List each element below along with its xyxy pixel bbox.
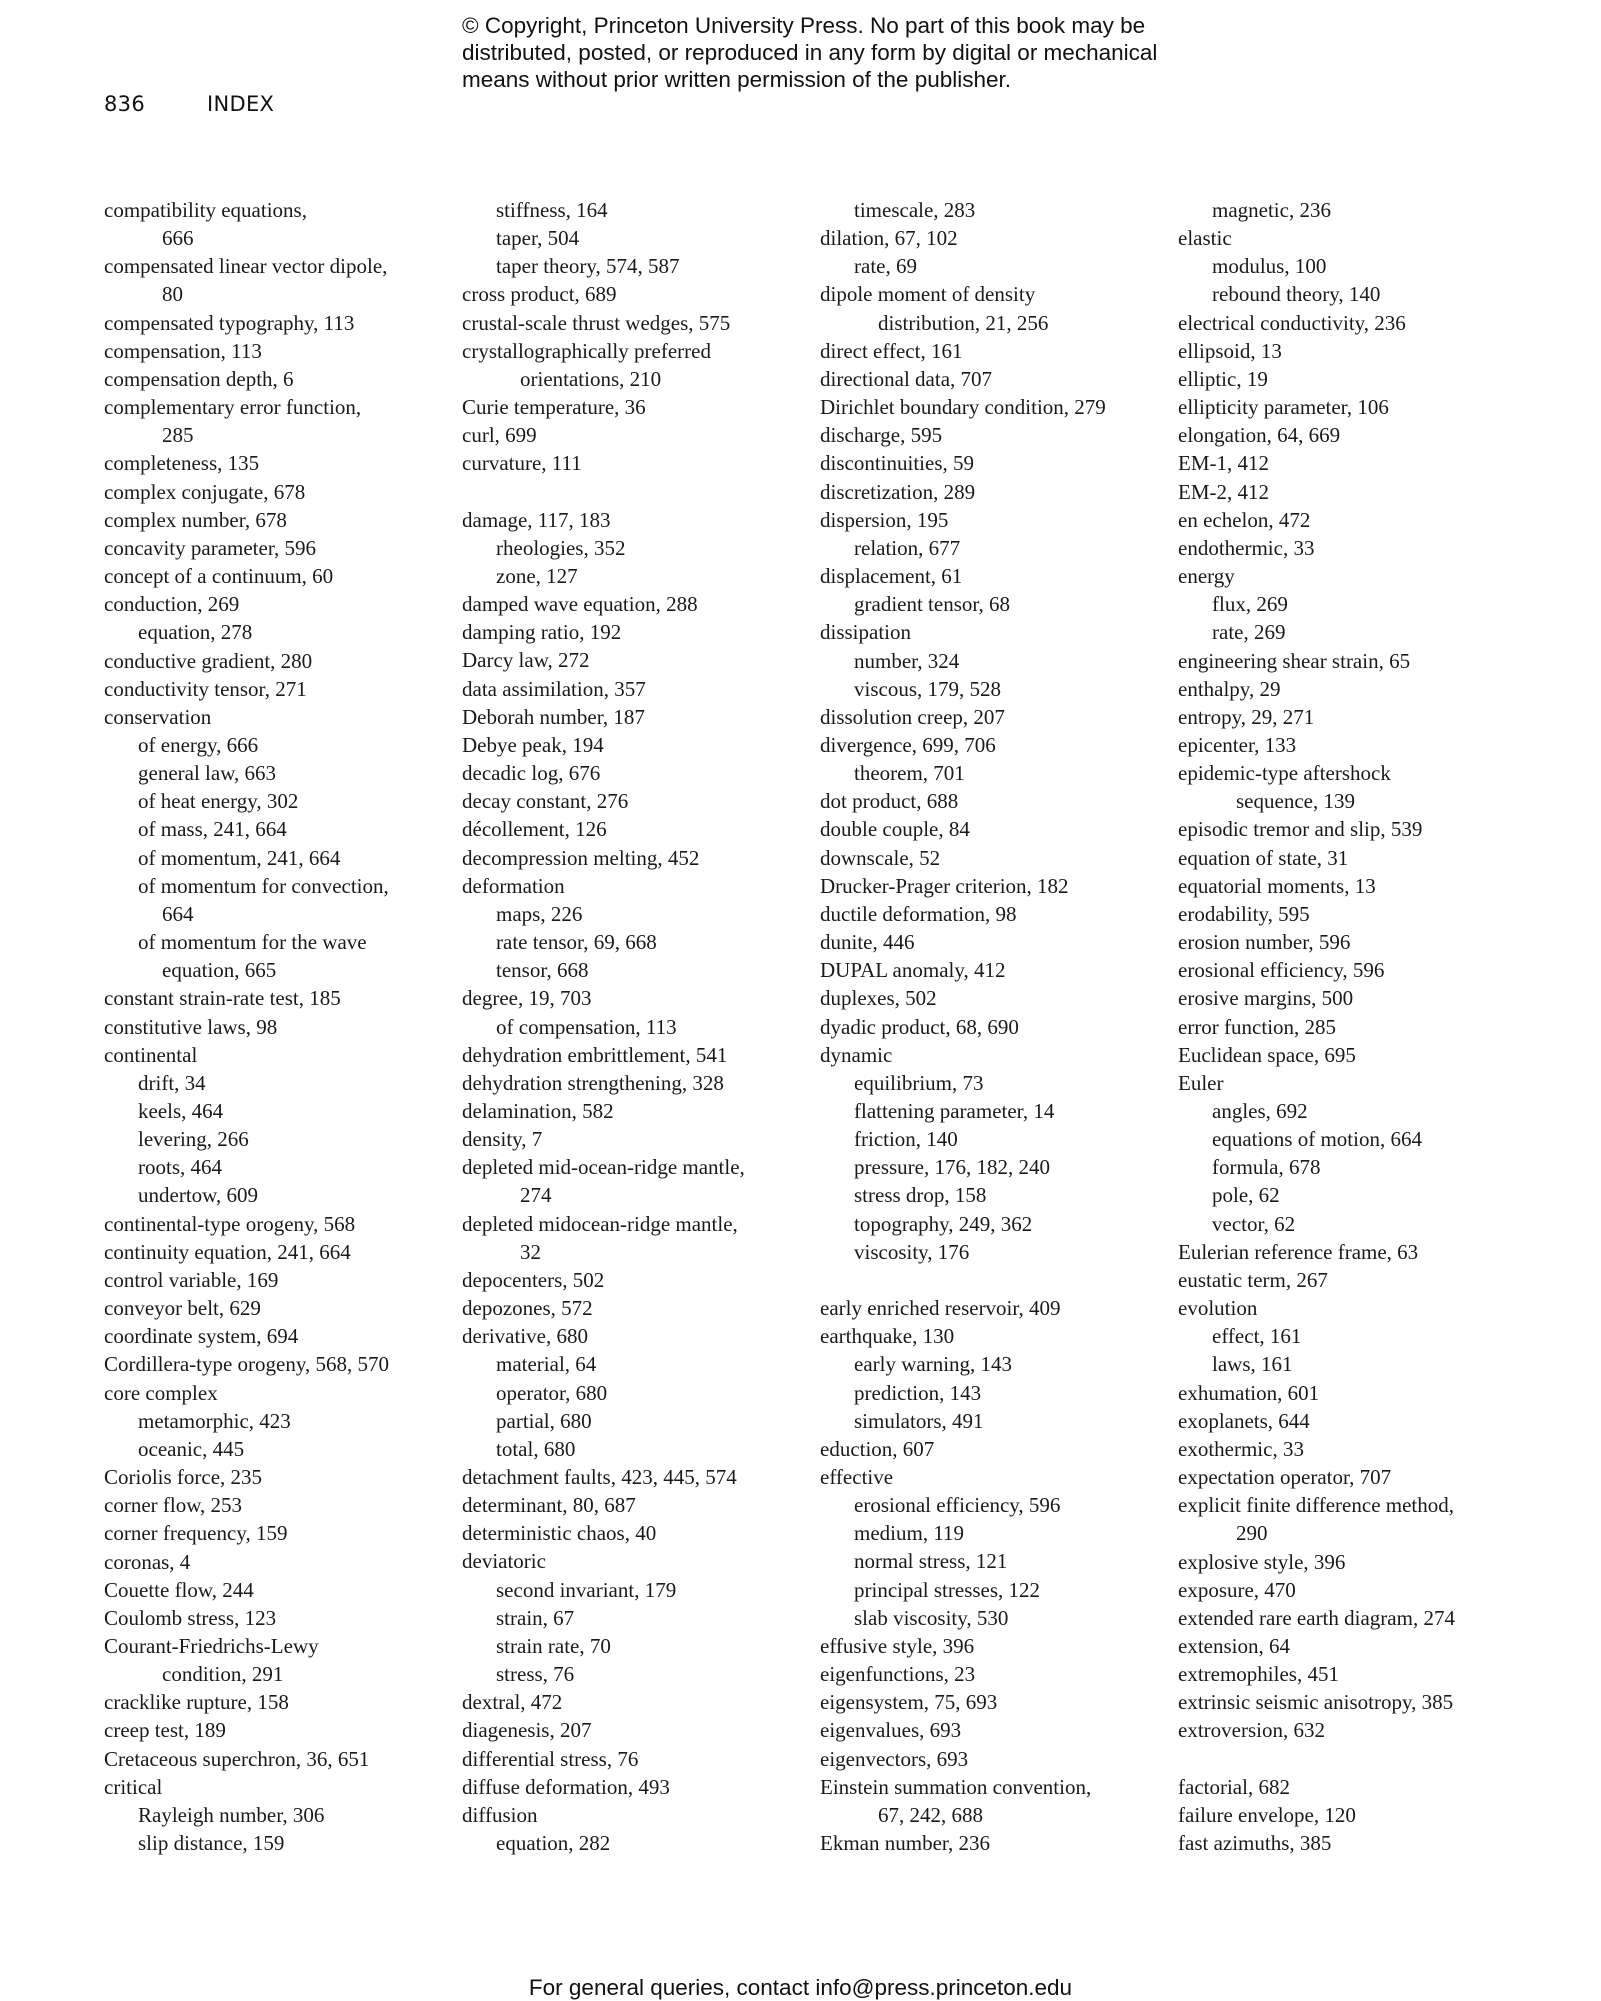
index-entry: crystallographically preferred	[462, 338, 711, 363]
index-subentry: zone, 127	[496, 564, 578, 589]
index-entry: deviatoric	[462, 1549, 546, 1574]
index-subentry: undertow, 609	[138, 1183, 258, 1208]
index-entry: concept of a continuum, 60	[104, 564, 334, 589]
index-entry: effusive style, 396	[820, 1633, 975, 1658]
index-continuation: sequence, 139	[1236, 789, 1355, 814]
index-entry: ductile deformation, 98	[820, 901, 1017, 926]
index-entry: cross product, 689	[462, 282, 617, 307]
index-column-3	[820, 196, 1170, 1857]
index-entry: Ekman number, 236	[820, 1831, 991, 1856]
index-subentry: tensor, 668	[496, 958, 589, 983]
index-entry: eduction, 607	[820, 1436, 935, 1461]
index-subentry: operator, 680	[496, 1380, 608, 1405]
index-entry: enthalpy, 29	[1178, 676, 1281, 701]
index-entry: concavity parameter, 596	[104, 535, 316, 560]
index-entry: epidemic-type aftershock	[1178, 761, 1391, 786]
index-subentry: rate, 69	[854, 254, 917, 279]
index-entry: diffusion	[462, 1802, 538, 1827]
index-entry: completeness, 135	[104, 451, 260, 476]
index-entry: error function, 285	[1178, 1014, 1337, 1039]
index-entry: factorial, 682	[1178, 1774, 1290, 1799]
index-entry: complex number, 678	[104, 507, 287, 532]
index-subentry: pole, 62	[1212, 1183, 1280, 1208]
index-subentry: strain, 67	[496, 1605, 575, 1630]
index-subentry: of momentum, 241, 664	[138, 845, 341, 870]
index-entry: Drucker-Prager criterion, 182	[820, 873, 1069, 898]
index-continuation: 32	[520, 1239, 541, 1264]
index-entry: erosive margins, 500	[1178, 986, 1354, 1011]
index-continuation: distribution, 21, 256	[878, 310, 1049, 335]
index-subentry: equilibrium, 73	[854, 1070, 984, 1095]
index-subentry: flux, 269	[1212, 592, 1288, 617]
copyright-notice	[462, 12, 1222, 93]
index-subentry: flattening parameter, 14	[854, 1099, 1055, 1123]
page-number: 836	[104, 92, 145, 116]
index-entry: coronas, 4	[104, 1549, 191, 1574]
index-entry: erosional efficiency, 596	[1178, 958, 1385, 983]
index-entry: dipole moment of density	[820, 282, 1036, 307]
index-entry: dissipation	[820, 620, 912, 645]
index-entry: effective	[820, 1465, 894, 1490]
index-entry: damped wave equation, 288	[462, 592, 698, 617]
index-entry: depleted mid-ocean-ridge mantle,	[462, 1155, 745, 1180]
index-entry: conveyor belt, 629	[104, 1296, 261, 1321]
index-entry: cracklike rupture, 158	[104, 1690, 289, 1715]
index-column-2	[462, 196, 812, 1857]
index-entry: density, 7	[462, 1127, 543, 1152]
index-entry: extrinsic seismic anisotropy, 385	[1178, 1690, 1454, 1715]
index-entry: differential stress, 76	[462, 1746, 639, 1771]
index-entry: creep test, 189	[104, 1718, 226, 1743]
index-entry: diffuse deformation, 493	[462, 1774, 670, 1799]
index-subentry: erosional efficiency, 596	[854, 1493, 1061, 1518]
index-entry: control variable, 169	[104, 1267, 279, 1292]
index-entry: diagenesis, 207	[462, 1718, 592, 1743]
index-entry: dot product, 688	[820, 789, 959, 814]
index-entry: curvature, 111	[462, 451, 582, 476]
index-subentry: Rayleigh number, 306	[138, 1802, 325, 1827]
index-entry: Einstein summation convention,	[820, 1774, 1092, 1799]
index-subentry: rebound theory, 140	[1212, 282, 1381, 307]
index-entry: Couette flow, 244	[104, 1577, 254, 1602]
index-entry: corner flow, 253	[104, 1493, 243, 1518]
index-entry: discretization, 289	[820, 479, 976, 504]
index-subentry: rate, 269	[1212, 620, 1286, 645]
index-subentry: stress drop, 158	[854, 1183, 987, 1208]
index-entry: extremophiles, 451	[1178, 1662, 1339, 1687]
index-subentry: theorem, 701	[854, 761, 965, 786]
index-entry: decompression melting, 452	[462, 845, 700, 870]
index-entry: Dirichlet boundary condition, 279	[820, 395, 1106, 420]
index-subentry: number, 324	[854, 648, 960, 673]
index-entry: entropy, 29, 271	[1178, 704, 1315, 729]
index-entry: decay constant, 276	[462, 789, 629, 814]
index-entry: complex conjugate, 678	[104, 479, 306, 504]
index-entry: early enriched reservoir, 409	[820, 1296, 1061, 1321]
index-entry: eustatic term, 267	[1178, 1267, 1328, 1292]
index-entry: continental-type orogeny, 568	[104, 1211, 356, 1236]
index-continuation: 290	[1236, 1521, 1268, 1546]
index-entry: continental	[104, 1042, 198, 1067]
index-entry: fast azimuths, 385	[1178, 1831, 1332, 1856]
index-entry: exothermic, 33	[1178, 1436, 1304, 1461]
index-entry: failure envelope, 120	[1178, 1802, 1356, 1827]
index-entry: dehydration strengthening, 328	[462, 1070, 724, 1095]
index-subentry: normal stress, 121	[854, 1549, 1008, 1574]
index-entry: ellipticity parameter, 106	[1178, 395, 1389, 420]
index-entry: eigensystem, 75, 693	[820, 1690, 998, 1715]
index-entry: conductive gradient, 280	[104, 648, 313, 673]
index-entry: compensation, 113	[104, 338, 262, 363]
index-entry: dispersion, 195	[820, 507, 949, 532]
index-entry: divergence, 699, 706	[820, 732, 996, 757]
index-entry: erodability, 595	[1178, 901, 1310, 926]
index-entry: continuity equation, 241, 664	[104, 1239, 351, 1264]
index-entry: conservation	[104, 704, 212, 729]
index-entry: eigenvectors, 693	[820, 1746, 969, 1771]
index-entry: Darcy law, 272	[462, 648, 590, 673]
index-entry: expectation operator, 707	[1178, 1465, 1392, 1490]
index-subentry: of heat energy, 302	[138, 789, 299, 814]
index-entry: eigenfunctions, 23	[820, 1662, 976, 1687]
index-continuation: 285	[162, 423, 194, 448]
index-subentry: pressure, 176, 182, 240	[854, 1155, 1050, 1180]
index-entry: extroversion, 632	[1178, 1718, 1325, 1743]
index-entry: depozones, 572	[462, 1296, 593, 1321]
index-entry: dilation, 67, 102	[820, 226, 958, 251]
index-subentry: medium, 119	[854, 1521, 965, 1546]
copyright-line: means without prior written permission of the publisher.	[462, 67, 1012, 92]
index-entry: explosive style, 396	[1178, 1549, 1346, 1574]
index-entry: curl, 699	[462, 423, 537, 448]
index-subentry: of momentum for the wave	[138, 930, 367, 955]
index-entry: Courant-Friedrichs-Lewy	[104, 1633, 319, 1658]
index-subentry: metamorphic, 423	[138, 1408, 291, 1433]
index-entry: damping ratio, 192	[462, 620, 622, 645]
index-entry: exoplanets, 644	[1178, 1408, 1310, 1433]
index-entry: dyadic product, 68, 690	[820, 1014, 1019, 1039]
index-entry: conductivity tensor, 271	[104, 676, 307, 701]
index-subentry: viscosity, 176	[854, 1239, 970, 1264]
index-entry: downscale, 52	[820, 845, 941, 870]
index-continuation: condition, 291	[162, 1662, 284, 1687]
index-entry: dissolution creep, 207	[820, 704, 1005, 729]
index-entry: extended rare earth diagram, 274	[1178, 1605, 1455, 1630]
index-subentry: equation, 282	[496, 1831, 611, 1856]
index-subentry: equations of motion, 664	[1212, 1127, 1422, 1152]
index-entry: degree, 19, 703	[462, 986, 592, 1011]
index-entry: direct effect, 161	[820, 338, 963, 363]
index-entry: coordinate system, 694	[104, 1324, 299, 1349]
index-entry: en echelon, 472	[1178, 507, 1311, 532]
index-subentry: general law, 663	[138, 761, 276, 786]
index-entry: double couple, 84	[820, 817, 970, 842]
index-subentry: strain rate, 70	[496, 1633, 611, 1658]
index-entry: Debye peak, 194	[462, 732, 604, 757]
index-subentry: formula, 678	[1212, 1155, 1321, 1180]
index-entry: engineering shear strain, 65	[1178, 648, 1411, 673]
index-entry: Cordillera-type orogeny, 568, 570	[104, 1352, 389, 1377]
index-subentry: topography, 249, 362	[854, 1211, 1033, 1236]
index-entry: equation of state, 31	[1178, 845, 1349, 870]
index-subentry: slab viscosity, 530	[854, 1605, 1009, 1630]
index-subentry: material, 64	[496, 1352, 597, 1377]
index-entry: duplexes, 502	[820, 986, 937, 1011]
index-subentry: prediction, 143	[854, 1380, 982, 1405]
index-subentry: second invariant, 179	[496, 1577, 677, 1602]
index-subentry: total, 680	[496, 1436, 576, 1461]
index-subentry: magnetic, 236	[1212, 198, 1331, 222]
index-entry: Eulerian reference frame, 63	[1178, 1239, 1419, 1264]
footer-contact: For general queries, contact info@press.princeton.edu	[528, 1975, 1073, 2000]
index-entry: dunite, 446	[820, 930, 915, 955]
index-entry: deterministic chaos, 40	[462, 1521, 657, 1546]
index-subentry: partial, 680	[496, 1408, 592, 1433]
index-entry: episodic tremor and slip, 539	[1178, 817, 1423, 842]
index-entry: Curie temperature, 36	[462, 395, 646, 420]
index-entry: DUPAL anomaly, 412	[820, 958, 1006, 983]
index-subentry: drift, 34	[138, 1070, 206, 1095]
index-entry: discharge, 595	[820, 423, 943, 448]
index-entry: compatibility equations,	[104, 198, 307, 222]
index-subentry: laws, 161	[1212, 1352, 1293, 1377]
index-continuation: 80	[162, 282, 183, 307]
index-entry: critical	[104, 1774, 163, 1799]
index-entry: corner frequency, 159	[104, 1521, 288, 1546]
index-entry: compensation depth, 6	[104, 366, 294, 391]
index-entry: Euler	[1178, 1070, 1224, 1095]
index-gap	[462, 478, 812, 506]
index-continuation: 666	[162, 226, 194, 251]
index-subentry: maps, 226	[496, 901, 583, 926]
index-entry: decadic log, 676	[462, 761, 601, 786]
copyright-line: distributed, posted, or reproduced in any form by digital or mechanical	[462, 40, 1158, 65]
index-entry: detachment faults, 423, 445, 574	[462, 1465, 737, 1490]
index-subentry: gradient tensor, 68	[854, 592, 1011, 617]
index-entry: endothermic, 33	[1178, 535, 1315, 560]
index-entry: evolution	[1178, 1296, 1258, 1321]
index-subentry: timescale, 283	[854, 198, 976, 222]
index-subentry: viscous, 179, 528	[854, 676, 1001, 701]
index-entry: elliptic, 19	[1178, 366, 1268, 391]
index-entry: conduction, 269	[104, 592, 240, 617]
index-entry: derivative, 680	[462, 1324, 588, 1349]
index-entry: equatorial moments, 13	[1178, 873, 1376, 898]
index-subentry: taper, 504	[496, 226, 580, 251]
index-entry: exposure, 470	[1178, 1577, 1296, 1602]
index-entry: determinant, 80, 687	[462, 1493, 636, 1518]
index-entry: earthquake, 130	[820, 1324, 955, 1349]
index-entry: Euclidean space, 695	[1178, 1042, 1356, 1067]
index-entry: ellipsoid, 13	[1178, 338, 1282, 363]
running-head	[104, 92, 274, 116]
index-continuation: equation, 665	[162, 958, 277, 983]
index-entry: dehydration embrittlement, 541	[462, 1042, 728, 1067]
index-subentry: roots, 464	[138, 1155, 222, 1180]
index-entry: dynamic	[820, 1042, 893, 1067]
index-subentry: slip distance, 159	[138, 1831, 285, 1856]
copyright-line: © Copyright, Princeton University Press. No part of this book may be	[462, 13, 1146, 38]
index-subentry: effect, 161	[1212, 1324, 1302, 1349]
index-subentry: equation, 278	[138, 620, 253, 645]
index-subentry: stress, 76	[496, 1662, 575, 1687]
index-column-4	[1178, 196, 1528, 1857]
index-subentry: early warning, 143	[854, 1352, 1013, 1377]
index-continuation: orientations, 210	[520, 366, 662, 391]
index-entry: damage, 117, 183	[462, 507, 611, 532]
index-entry: compensated typography, 113	[104, 310, 355, 335]
index-entry: discontinuities, 59	[820, 451, 974, 476]
index-entry: explicit finite difference method,	[1178, 1493, 1455, 1518]
index-entry: electrical conductivity, 236	[1178, 310, 1406, 335]
index-gap	[1178, 1745, 1528, 1773]
index-entry: constant strain-rate test, 185	[104, 986, 341, 1011]
index-entry: displacement, 61	[820, 564, 963, 589]
index-entry: depocenters, 502	[462, 1267, 605, 1292]
index-continuation: 274	[520, 1183, 552, 1208]
index-entry: compensated linear vector dipole,	[104, 254, 388, 279]
index-subentry: of mass, 241, 664	[138, 817, 287, 842]
index-entry: extension, 64	[1178, 1633, 1290, 1658]
index-subentry: of momentum for convection,	[138, 873, 389, 898]
index-subentry: of compensation, 113	[496, 1014, 677, 1039]
index-entry: core complex	[104, 1380, 218, 1405]
index-subentry: of energy, 666	[138, 732, 259, 757]
index-subentry: keels, 464	[138, 1099, 224, 1123]
index-subentry: oceanic, 445	[138, 1436, 245, 1461]
index-subentry: friction, 140	[854, 1127, 958, 1152]
index-entry: Coulomb stress, 123	[104, 1605, 277, 1630]
index-subentry: relation, 677	[854, 535, 961, 560]
index-entry: dextral, 472	[462, 1690, 563, 1715]
index-entry: Deborah number, 187	[462, 704, 645, 729]
index-entry: deformation	[462, 873, 565, 898]
index-subentry: principal stresses, 122	[854, 1577, 1041, 1602]
index-entry: directional data, 707	[820, 366, 993, 391]
index-entry: data assimilation, 357	[462, 676, 646, 701]
index-subentry: taper theory, 574, 587	[496, 254, 680, 279]
index-entry: complementary error function,	[104, 395, 362, 420]
index-subentry: levering, 266	[138, 1127, 249, 1152]
index-subentry: stiffness, 164	[496, 198, 608, 222]
index-entry: Cretaceous superchron, 36, 651	[104, 1746, 370, 1771]
index-entry: EM-2, 412	[1178, 479, 1269, 504]
page-title: INDEX	[206, 92, 275, 116]
index-entry: energy	[1178, 564, 1235, 589]
index-entry: erosion number, 596	[1178, 930, 1351, 955]
index-entry: Coriolis force, 235	[104, 1465, 263, 1490]
index-entry: décollement, 126	[462, 817, 607, 842]
index-entry: depleted midocean-ridge mantle,	[462, 1211, 738, 1236]
index-columns	[104, 196, 1554, 1856]
index-entry: crustal-scale thrust wedges, 575	[462, 310, 731, 335]
index-entry: constitutive laws, 98	[104, 1014, 278, 1039]
index-entry: eigenvalues, 693	[820, 1718, 962, 1743]
index-gap	[820, 1266, 1170, 1294]
index-continuation: 67, 242, 688	[878, 1802, 983, 1827]
index-subentry: simulators, 491	[854, 1408, 984, 1433]
index-entry: elongation, 64, 669	[1178, 423, 1341, 448]
index-entry: elastic	[1178, 226, 1232, 251]
index-subentry: rheologies, 352	[496, 535, 626, 560]
index-entry: EM-1, 412	[1178, 451, 1269, 476]
index-entry: exhumation, 601	[1178, 1380, 1320, 1405]
index-subentry: rate tensor, 69, 668	[496, 930, 657, 955]
index-column-1	[104, 196, 454, 1857]
index-entry: delamination, 582	[462, 1098, 614, 1123]
index-subentry: modulus, 100	[1212, 254, 1327, 279]
index-continuation: 664	[162, 901, 194, 926]
index-subentry: vector, 62	[1212, 1211, 1296, 1236]
index-subentry: angles, 692	[1212, 1099, 1308, 1123]
index-entry: epicenter, 133	[1178, 732, 1297, 757]
